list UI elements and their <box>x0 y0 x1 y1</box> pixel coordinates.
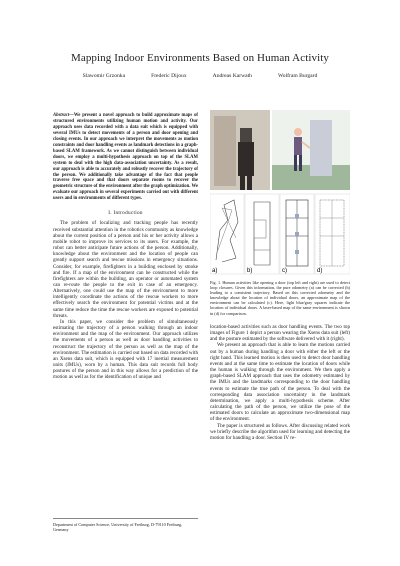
figure-1 <box>210 110 350 276</box>
panel-b-corrected <box>245 194 279 274</box>
footnote: Department of Computer Science, University of Freiburg, D-79110 Freiburg, Germany <box>53 518 198 532</box>
author-name: Wolfram Burgard <box>277 73 318 79</box>
intro-paragraph: The problem of localizing and tracking people has recently received substantial attention in the robotics community as knowledge about the current position of a person and his or her activity allows a mobile robot to improve its services to its users. For example, the robot can better anticipate future actions of the person. Additionally, knowledge about the environment and the location of people can greatly support search and rescue missions in emergency situations. Consider, for example, firefighters in a building enclosed by smoke and fire. If a map of the environment can be constructed while the firefighters are within the building, an operator or automated system can re-route the people to the exit in case of an emergency. Alternatively, one could use the map of the environment to more intelligently coordinate the actions of the rescue workers to more effectively search the environment for potential victims and at the same time reduce the time the rescue workers are exposed to potential threats. <box>53 220 198 319</box>
author-name: Andreas Karwath <box>212 73 252 79</box>
figure-image <box>210 110 350 276</box>
left-column <box>53 113 198 381</box>
body-paragraph: location-based activities such as door handling events. The two top images of Figure 1 depict a person wearing the Xsens data suit (left) and the posture estimated by the software delivered with it (right). <box>210 324 350 343</box>
panel-label-c: c) <box>282 268 287 274</box>
panel-c-map <box>280 194 314 274</box>
panel-label-d: d) <box>317 268 323 274</box>
author-name: Frederic Dijoux <box>151 73 187 79</box>
author-name: Slawomir Grzonka <box>82 73 126 79</box>
body-paragraph: The paper is structured as follows. After discussing related work we briefly describe the algorithm used for learning and detecting the motion for handling a door. Section IV re- <box>210 422 350 441</box>
intro-paragraph: In this paper, we consider the problem of simultaneously estimating the trajectory of a person walking through an indoor environment and the map of the environment. Our approach utilizes the movements of a person as well as door handling activities to reconstruct the trajectory of the person as well as the map of the environment. The estimation is carried out based on data recorded with an Xsens data suit, which is equipped with 17 inertial measurement units (IMUs), worn by a human. This data suit records full body postures of the person and in this way allows for a prediction of the motion as well as for the identification of unique and <box>53 318 198 381</box>
right-column <box>210 324 350 441</box>
panel-label-b: b) <box>247 268 253 274</box>
author-list <box>0 73 400 79</box>
body-paragraph: We present an approach that is able to learn the motions carried out by a human during handling a door with either the left or the right hand. This learned motion is then used to detect door handling events and at the same time to estimate the location of doors while the human is walking through the environment. We then apply a graph-based SLAM approach that uses the odometry estimated by the IMUs and the landmarks corresponding to the door handling events to estimate the true path of the person. To deal with the corresponding data association uncertainty in the landmark determination, we apply a multi-hypothesis scheme. After calculating the path of the person, we utilize the pose of the estimated doors to calculate an approximate two-dimensional map of the environment. <box>210 342 350 423</box>
panel-label-a: a) <box>212 268 218 274</box>
paper-title: Mapping Indoor Environments Based on Human Activity <box>70 52 330 64</box>
panel-a-odometry <box>210 194 244 274</box>
abstract-text: We present a novel approach to build approximate maps of structured environments utilizing human motion and activity. Our approach uses data recorded with a data suit which is equipped with several IMUs to detect movements of a person and door opening and closing events. In our approach we interpret the movements as motion constraints and door handling events as landmark detections in a graph-based SLAM framework. As we cannot distinguish between individual doors, we employ a multi-hypothesis approach on top of the SLAM system to deal with the high data-association uncertainty. As a result, our approach is able to accurately and robustly recover the trajectory of the person. We additionally take advantage of the fact that people traverse free space and that doors separate rooms to recover the geometric structure of the environment after the graph optimization. We evaluate our approach in several experiments carried out with different users and in environments of different types. <box>53 113 198 202</box>
panel-d-laser-map <box>315 194 350 274</box>
figure-caption: Fig. 1. Human activities like opening a door (top left and right) are used to detect loop closures. Given this information, the pure odometry (a) can be corrected (b) leading to a consistent trajectory. Based on this corrected odometry and the knowledge about the location of individual doors, an approximate map of the environment can be calculated (c). Here, light blue/gray squares indicate the location of individual doors. A laser-based map of the same environment is shown in (d) for comparison. <box>210 280 350 316</box>
section-heading: I. Introduction <box>108 210 143 217</box>
abstract-label: Abstract— <box>53 113 74 118</box>
abstract <box>53 113 198 202</box>
